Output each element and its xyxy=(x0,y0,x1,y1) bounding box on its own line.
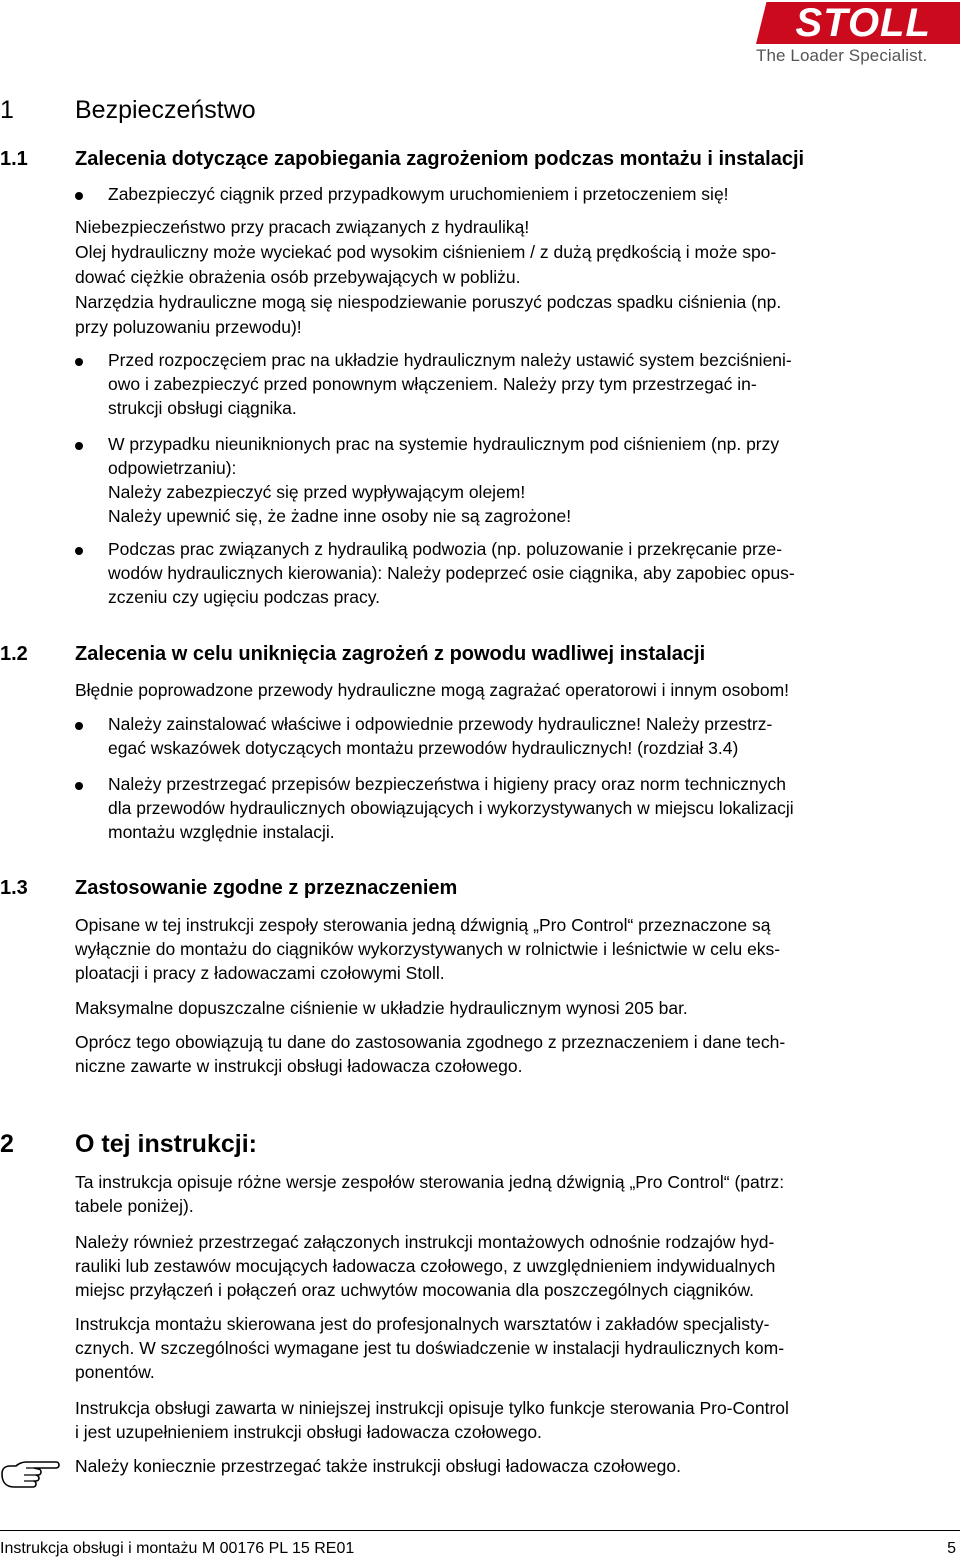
text-line: Należy koniecznie przestrzegać także instrukcji obsługi ładowacza czołowego. xyxy=(75,1456,681,1476)
section-number: 2 xyxy=(0,1130,14,1158)
text-line: strukcji obsługi ciągnika. xyxy=(108,398,297,418)
footer-document-id: Instrukcja obsługi i montażu M 00176 PL 15 RE01 xyxy=(0,1540,355,1557)
text-line: Przed rozpoczęciem prac na układzie hydraulicznym należy ustawić system bezciśnieni- xyxy=(108,350,792,370)
text-line: Zabezpieczyć ciągnik przed przypadkowym uruchomieniem i przetoczeniem się! xyxy=(108,184,729,204)
text-line: dla przewodów hydraulicznych obowiązujących i wykorzystywanych w miejscu lokalizacji xyxy=(108,798,794,818)
section-number: 1.3 xyxy=(0,877,28,899)
text-line: ploatacji i pracy z ładowaczami czołowymi Stoll. xyxy=(75,963,445,983)
text-line: W przypadku nieuniknionych prac na systemie hydraulicznym pod ciśnieniem (np. przy xyxy=(108,434,780,454)
section-title: Zalecenia w celu uniknięcia zagrożeń z powodu wadliwej instalacji xyxy=(75,643,706,665)
section-number: 1 xyxy=(0,96,14,124)
text-line: wyłącznie do montażu do ciągników wykorzystywanych w rolnictwie i leśnictwie w celu eks- xyxy=(75,939,781,959)
text-line: zczeniu czy ugięciu podczas pracy. xyxy=(108,587,381,607)
text-line: tabele poniżej). xyxy=(75,1196,194,1216)
section-number: 1.2 xyxy=(0,643,28,665)
logo-wordmark xyxy=(756,2,960,44)
text-line: egać wskazówek dotyczących montażu przewodów hydraulicznych! (rozdział 3.4) xyxy=(108,738,739,758)
logo-text: STOLL xyxy=(795,1,931,45)
text-line: cznych. W szczególności wymagane jest tu doświadczenie w instalacji hydraulicznych kom- xyxy=(75,1338,785,1358)
page-number: 5 xyxy=(947,1540,956,1557)
text-line: Instrukcja montażu skierowana jest do profesjonalnych warsztatów i zakładów specjalisty- xyxy=(75,1314,770,1334)
bullet-icon xyxy=(75,192,83,200)
text-line: montażu względnie instalacji. xyxy=(108,822,335,842)
section-title: Zastosowanie zgodne z przeznaczeniem xyxy=(75,877,458,899)
text-line: Niebezpieczeństwo przy pracach związanych z hydrauliką! xyxy=(75,217,530,237)
text-line: Ta instrukcja opisuje różne wersje zespołów sterowania jedną dźwignią „Pro Control“ (patrz: xyxy=(75,1172,785,1192)
section-title: Bezpieczeństwo xyxy=(75,96,256,124)
text-line: dować ciężkie obrażenia osób przebywających w pobliżu. xyxy=(75,267,521,287)
bullet-icon xyxy=(75,547,83,555)
bullet-icon xyxy=(75,358,83,366)
text-line: rauliki lub zestawów mocujących ładowacza czołowego, z uwzględnieniem indywidualnych xyxy=(75,1256,776,1276)
logo-tagline: The Loader Specialist. xyxy=(756,46,928,65)
text-line: Należy zabezpieczyć się przed wypływającym olejem! xyxy=(108,482,526,502)
text-line: miejsc przyłączeń i połączeń oraz uchwytów mocowania dla poszczególnych ciągników. xyxy=(75,1280,754,1300)
bullet-icon xyxy=(75,782,83,790)
text-line: niczne zawarte w instrukcji obsługi ładowacza czołowego. xyxy=(75,1056,523,1076)
bullet-icon xyxy=(75,442,83,450)
text-line: Podczas prac związanych z hydrauliką podwozia (np. poluzowanie i przekręcanie prze- xyxy=(108,539,783,559)
text-line: Należy zainstalować właściwe i odpowiednie przewody hydrauliczne! Należy przestrz- xyxy=(108,714,773,734)
list-item xyxy=(75,182,955,206)
text-line: i jest uzupełnieniem instrukcji obsługi ładowacza czołowego. xyxy=(75,1422,542,1442)
text-line: Należy również przestrzegać załączonych instrukcji montażowych odnośnie rodzajów hyd- xyxy=(75,1232,775,1252)
bullet-icon xyxy=(75,722,83,730)
text-line: Narzędzia hydrauliczne mogą się niespodziewanie poruszyć podczas spadku ciśnienia (np. xyxy=(75,292,782,312)
text-line: odpowietrzaniu): xyxy=(108,458,237,478)
text-line: Należy upewnić się, że żadne inne osoby nie są zagrożone! xyxy=(108,506,572,526)
pointing-hand-icon xyxy=(0,1450,60,1490)
stoll-logo xyxy=(756,2,960,68)
text-line: Instrukcja obsługi zawarta w niniejszej instrukcji opisuje tylko funkcje sterowania Pro-Control xyxy=(75,1398,789,1418)
text-line: przy poluzowaniu przewodu)! xyxy=(75,317,302,337)
section-title: Zalecenia dotyczące zapobiegania zagrożeniom podczas montażu i instalacji xyxy=(75,148,805,170)
section-number: 1.1 xyxy=(0,148,28,170)
text-line: Oprócz tego obowiązują tu dane do zastosowania zgodnego z przeznaczeniem i dane tech- xyxy=(75,1032,786,1052)
text-line: ponentów. xyxy=(75,1362,155,1382)
text-line: Maksymalne dopuszczalne ciśnienie w układzie hydraulicznym wynosi 205 bar. xyxy=(75,998,688,1018)
text-line: Błędnie poprowadzone przewody hydrauliczne mogą zagrażać operatorowi i innym osobom! xyxy=(75,680,790,700)
text-line: Opisane w tej instrukcji zespoły sterowania jedną dźwignią „Pro Control“ przeznaczone są xyxy=(75,915,771,935)
text-line: wodów hydraulicznych kierowania): Należy podeprzeć osie ciągnika, aby zapobiec opus- xyxy=(108,563,795,583)
text-line: Olej hydrauliczny może wyciekać pod wysokim ciśnieniem / z dużą prędkością i może spo- xyxy=(75,242,777,262)
text-line: owo i zabezpieczyć przed ponownym włączeniem. Należy przy tym przestrzegać in- xyxy=(108,374,757,394)
text-line: Należy przestrzegać przepisów bezpieczeństwa i higieny pracy oraz norm technicznych xyxy=(108,774,786,794)
footer-divider xyxy=(0,1530,960,1531)
section-title: O tej instrukcji: xyxy=(75,1130,257,1158)
